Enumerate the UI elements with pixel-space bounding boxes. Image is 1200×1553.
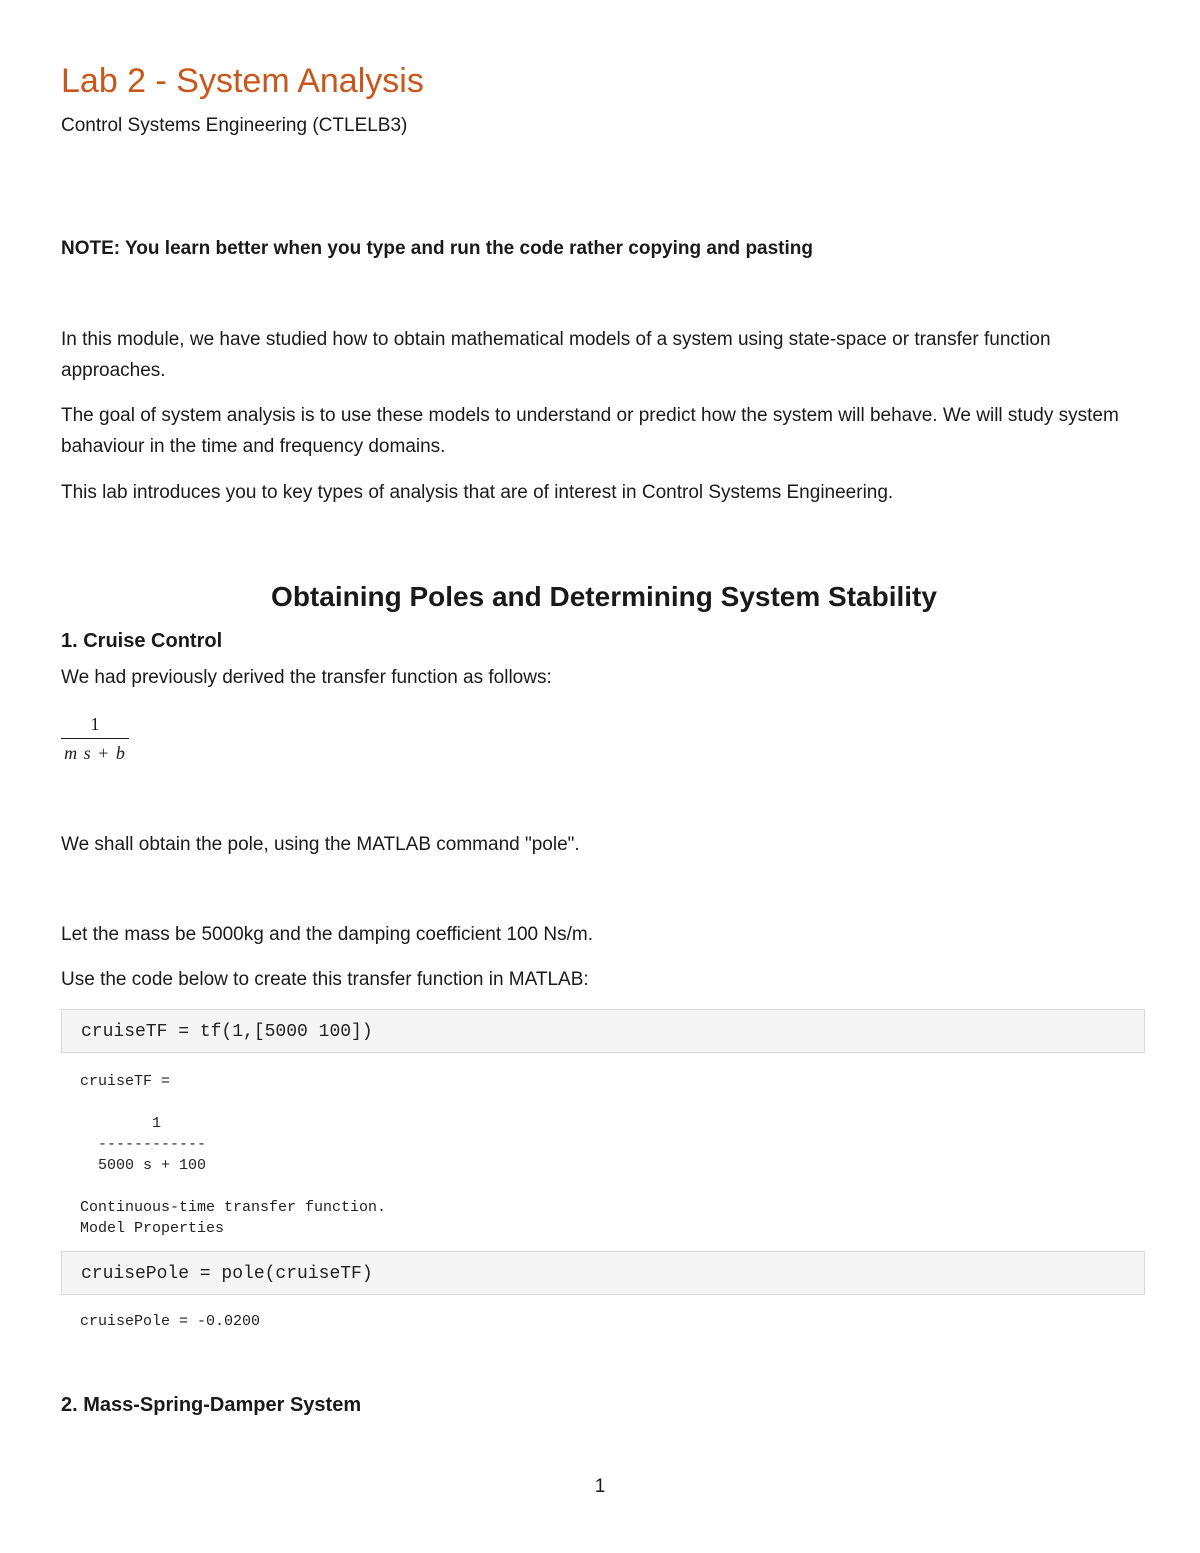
code-output-cruise-tf: cruiseTF = 1 ------------ 5000 s + 100 Continuous-time transfer function. Model Properties [80, 1073, 387, 1237]
transfer-function-formula [61, 712, 129, 765]
cruise-control-heading: 1. Cruise Control [61, 630, 223, 652]
page-title: Lab 2 - System Analysis [61, 62, 424, 100]
parameters-text: Let the mass be 5000kg and the damping coefficient 100 Ns/m. [61, 924, 593, 945]
tf-denominator: m s + b [64, 743, 126, 763]
pole-command-text: We shall obtain the pole, using the MATLAB command "pole". [61, 834, 580, 855]
intro-paragraph-1: In this module, we have studied how to obtain mathematical models of a system using state-space or transfer function approaches. [61, 329, 1051, 381]
code-intro-text: Use the code below to create this transfer function in MATLAB: [61, 969, 589, 990]
tf-numerator: 1 [90, 714, 100, 734]
derived-text: We had previously derived the transfer function as follows: [61, 667, 552, 688]
note-text: NOTE: You learn better when you type and run the code rather copying and pasting [61, 238, 814, 259]
code-output-cruise-pole: cruisePole = -0.0200 [80, 1313, 261, 1330]
code-block-cruise-tf[interactable]: cruiseTF = tf(1,[5000 100]) [61, 1009, 1145, 1053]
mass-spring-damper-heading: 2. Mass-Spring-Damper System [61, 1394, 362, 1416]
code-block-cruise-pole[interactable]: cruisePole = pole(cruiseTF) [61, 1251, 1145, 1295]
section-title: Obtaining Poles and Determining System Stability [271, 581, 937, 612]
course-subtitle: Control Systems Engineering (CTLELB3) [61, 115, 408, 136]
intro-paragraph-2: The goal of system analysis is to use these models to understand or predict how the system will behave. We will study system bahaviour in the time and frequency domains. [61, 405, 1119, 457]
fraction-bar [61, 738, 129, 739]
page-number: 1 [594, 1476, 606, 1497]
intro-paragraph-3: This lab introduces you to key types of analysis that are of interest in Control Systems Engineering. [61, 482, 894, 503]
